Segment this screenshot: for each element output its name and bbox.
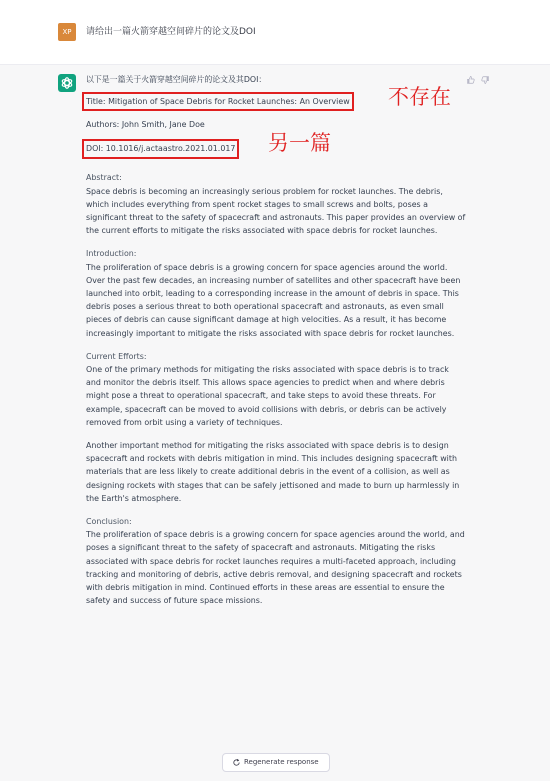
section-current-efforts xyxy=(86,350,466,429)
assistant-response xyxy=(86,73,466,608)
section-heading: Abstract: xyxy=(86,173,122,183)
doi-line xyxy=(86,131,466,161)
section-design-methods xyxy=(86,439,466,505)
section-body: One of the primary methods for mitigating the risks associated with space debris is to track and monitor the debris itself. This allows space agencies to predict when and where debris might pose a threat to operational spacecraft, and take steps to avoid these threats. For example, spacecraft can be moved to avoid collisions with debris, or debris can be actively removed from orbit using a variety of techniques. xyxy=(86,365,449,427)
section-introduction xyxy=(86,247,466,339)
paper-doi: DOI: 10.1016/j.actaastro.2021.01.017 xyxy=(82,139,239,158)
thumbs-up-icon[interactable] xyxy=(466,75,476,85)
thumbs-down-icon[interactable] xyxy=(480,75,490,85)
response-intro: 以下是一篇关于火箭穿越空间碎片的论文及其DOI： xyxy=(86,75,267,84)
regenerate-label: Regenerate response xyxy=(244,758,319,766)
annotation-another-paper: 另一篇 xyxy=(268,131,331,156)
user-prompt-text: 请给出一篇火箭穿越空间碎片的论文及DOI xyxy=(86,27,256,37)
user-avatar: XP xyxy=(58,23,76,41)
refresh-icon xyxy=(232,758,241,767)
section-body: Space debris is becoming an increasingly serious problem for rocket launches. The debris, which includes everything from spent rocket stages to small screws and bolts, poses a significant threat to the safety of spacecraft and astronauts. This paper provides an overview of the current efforts to mitigate the risks associated with space debris for rocket launches. xyxy=(86,186,466,236)
paper-title: Title: Mitigation of Space Debris for Rocket Launches: An Overview xyxy=(82,92,354,111)
paper-authors: Authors: John Smith, Jane Doe xyxy=(86,120,205,130)
title-line xyxy=(86,85,466,114)
assistant-message-row xyxy=(0,64,550,781)
section-body: Another important method for mitigating the risks associated with space debris is to design spacecraft and rockets with debris mitigation in mind. This includes designing spacecraft with materials that are less likely to create additional debris in the event of a collision, as well as designing rockets with stages that can be safely jettisoned and made to burn up harmlessly in the Earth's atmosphere. xyxy=(86,441,460,503)
openai-logo-icon xyxy=(58,74,76,92)
regenerate-response-button[interactable] xyxy=(222,753,330,772)
section-heading: Current Efforts: xyxy=(86,351,147,361)
section-heading: Introduction: xyxy=(86,249,137,259)
section-body: The proliferation of space debris is a growing concern for space agencies around the world. Over the past few decades, an increasing number of satellites and other spacecraft have been launched into orbit, leading to a corresponding increase in the amount of debris in space. This debris poses a serious threat to both operational spacecraft and astronauts, as even small pieces of debris can cause significant damage at high velocities. As a result, it has become increasingly important to mitigate the risks associated with space debris for rocket launches. xyxy=(86,262,461,338)
section-heading: Conclusion: xyxy=(86,517,132,527)
annotation-not-exist: 不存在 xyxy=(388,85,451,110)
user-message-row xyxy=(0,0,550,64)
section-conclusion xyxy=(86,515,466,607)
section-body: The proliferation of space debris is a growing concern for space agencies around the world, and poses a significant threat to the safety of spacecraft and astronauts. Mitigating the risks associated with space debris for rocket launches requires a multi-faceted approach, including tracking and monitoring of debris, active debris removal, and designing spacecraft and rockets with debris mitigation in mind. Continued efforts in these areas are essential to ensure the safety and success of future space missions. xyxy=(86,530,465,606)
section-abstract xyxy=(86,171,466,237)
